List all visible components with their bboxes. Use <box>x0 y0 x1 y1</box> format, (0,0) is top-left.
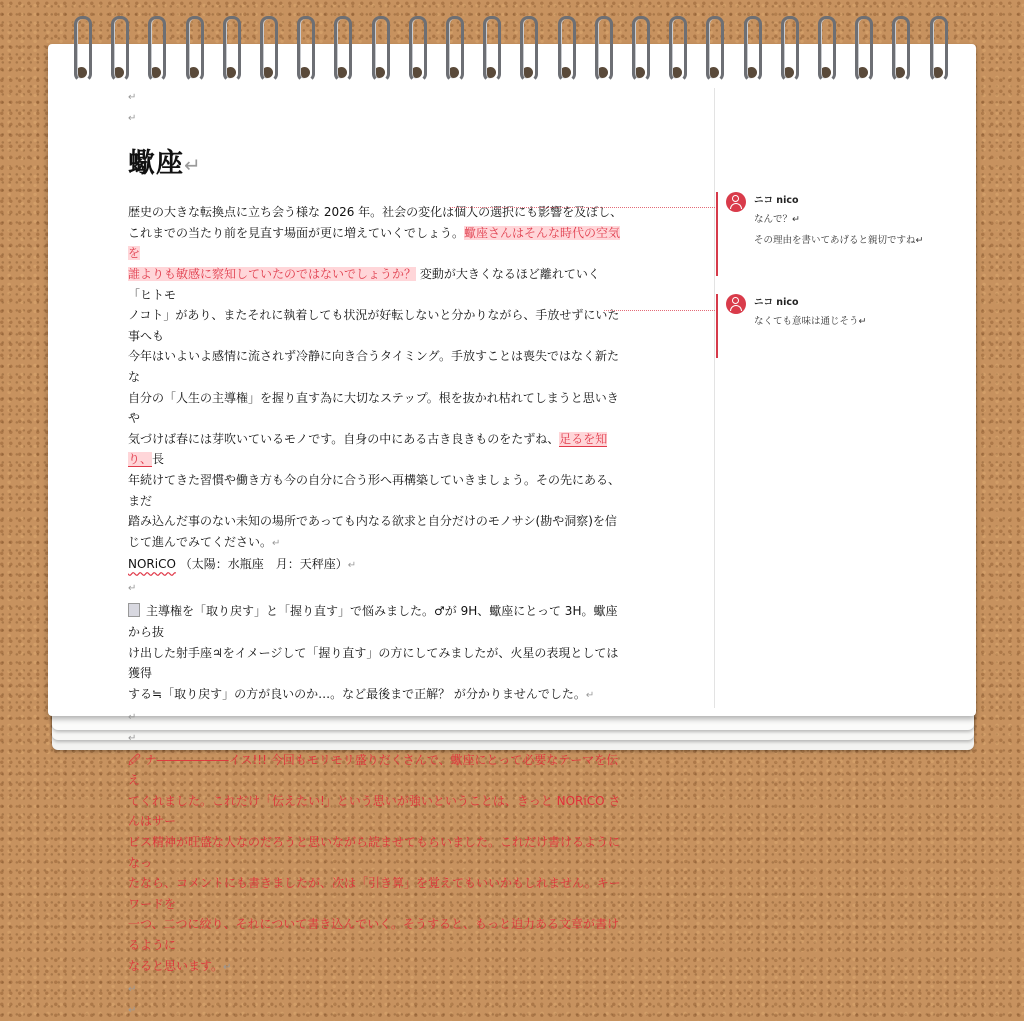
comment-accent-bar <box>716 294 718 358</box>
comment-pane-divider <box>714 88 715 708</box>
text-run: け出した射手座♃をイメージして「握り直す」の方にしてみましたが、火星の表現としては獲得 <box>128 645 619 681</box>
comment-card[interactable] <box>716 294 966 358</box>
text-line <box>128 532 623 555</box>
binding-ring <box>779 16 799 78</box>
binding-ring <box>332 16 352 78</box>
comment-anchor-line <box>450 207 715 208</box>
text-run: 気づけば春には芽吹いているモノです。自身の中にある古き良きものをたずね、 <box>128 431 560 446</box>
empty-paragraph: ↵ <box>128 733 137 745</box>
text-line <box>128 388 623 429</box>
text-run: 変動が大きくなるほど離れていく「ヒトモ <box>128 266 600 302</box>
feedback-text: なると思います。 <box>128 958 224 973</box>
feedback-text: 🖉 ナ――――――イス!!! 今回もモリモリ盛りだくさんで、蠍座にとって必要なテーマを伝え <box>128 752 619 788</box>
document-title[interactable] <box>128 147 623 182</box>
text-run: 年続けてきた習慣や働き方も今の自分に合う形へ再構築していきましょう。その先にある、まだ <box>128 472 621 508</box>
paragraph-mark: ↵ <box>347 560 357 572</box>
comment-author: ニコ nico <box>754 297 799 308</box>
binding-ring <box>704 16 724 78</box>
text-run: これまでの当たり前を見直す場面が更に増えていくでしょう。 <box>128 225 465 240</box>
text-line <box>128 791 623 832</box>
binding-ring <box>370 16 390 78</box>
binding-ring <box>295 16 315 78</box>
signature-line[interactable] <box>128 554 623 577</box>
comment-text: なくても意味は通じそう↵ <box>754 316 867 327</box>
text-line <box>128 601 623 642</box>
binding-ring <box>109 16 129 78</box>
binding-ring <box>146 16 166 78</box>
comment-card[interactable] <box>716 192 966 276</box>
comment-text: その理由を書いてあげると親切ですね↵ <box>754 235 924 246</box>
binding-ring <box>816 16 836 78</box>
binding-ring <box>184 16 204 78</box>
text-run: 長 <box>152 452 165 467</box>
text-line <box>128 305 623 346</box>
paragraph-mark: ↵ <box>184 153 202 178</box>
binding-ring <box>630 16 650 78</box>
paragraph-mark: ↵ <box>223 961 232 973</box>
author-sign-info: （太陽：水瓶座 月：天秤座） <box>175 557 348 572</box>
binding-ring <box>481 16 501 78</box>
comment-author: ニコ nico <box>754 195 799 206</box>
user-avatar-icon <box>726 192 746 212</box>
text-line <box>128 873 623 914</box>
memo-icon <box>128 603 140 617</box>
binding-ring <box>853 16 873 78</box>
text-line <box>128 832 623 873</box>
text-line <box>128 429 623 470</box>
text-line <box>128 223 623 264</box>
editor-feedback[interactable] <box>128 750 623 979</box>
spiral-binding <box>0 0 1024 80</box>
text-line <box>128 914 623 955</box>
empty-paragraph: ↵ <box>128 712 137 724</box>
text-line <box>128 643 623 684</box>
text-line <box>128 202 623 223</box>
commented-text[interactable]: 足るを知り、 <box>128 431 608 467</box>
body-paragraph[interactable] <box>128 202 623 554</box>
feedback-text: 一つ、二つに絞り、それについて書き込んでいく。そうすると、もっと迫力ある文章が書けるように <box>128 917 620 952</box>
text-line <box>128 684 623 707</box>
comment-accent-bar <box>716 192 718 276</box>
binding-ring <box>593 16 613 78</box>
paragraph-mark: ↵ <box>585 689 595 701</box>
text-line <box>128 511 623 532</box>
writer-note[interactable] <box>128 601 623 706</box>
empty-paragraph: ↵ <box>128 984 137 996</box>
text-run: 歴史の大きな転換点に立ち会う様な 2026 年。社会の変化は個人の選択にも影響を及ぼし、 <box>128 205 623 220</box>
feedback-text: たなら、コメントにも書きましたが、次は「引き算」を覚えてもいいかもしれません。キーワードを <box>128 876 621 911</box>
paragraph-mark: ↵ <box>128 112 137 124</box>
binding-ring <box>556 16 576 78</box>
feedback-text: ビス精神が旺盛な人なのだろうと思いながら読ませてもらいました。これだけ書けるようになっ <box>128 835 621 870</box>
document-body[interactable] <box>118 88 623 1019</box>
paragraph-mark: ↵ <box>272 537 281 549</box>
feedback-text: てくれました。これだけ「伝えたい!」という思いが強いということは、きっと NORiCO さんはサー <box>128 793 621 829</box>
binding-ring <box>518 16 538 78</box>
binding-ring <box>72 16 92 78</box>
text-line <box>128 750 623 791</box>
highlighted-text[interactable]: 蠍座さんはそんな時代の空気を <box>128 225 621 261</box>
text-line <box>128 346 623 387</box>
comment-text: なんで？↵ <box>754 214 800 225</box>
comment-anchor-line <box>604 310 715 311</box>
text-line <box>128 264 623 305</box>
text-run: する≒「取り戻す」の方が良いのか…。など最後まで正解？ が分かりませんでした。 <box>128 686 586 701</box>
binding-ring <box>444 16 464 78</box>
paragraph-mark: ↵ <box>128 92 137 103</box>
title-text: 蠍座 <box>128 148 184 180</box>
binding-ring <box>258 16 278 78</box>
empty-paragraph: ↵ <box>128 1004 137 1016</box>
text-run: 主導権を「取り戻す」と「握り直す」で悩みました。♂が 9H、蠍座にとって 3H。蠍座から抜 <box>128 604 618 640</box>
text-run: 今年はいよいよ感情に流されず冷静に向き合うタイミング。手放すことは喪失ではなく新たな <box>128 349 620 384</box>
text-run: 踏み込んだ事のない未知の場所であっても内なる欲求と自分だけのモノサシ(勘や洞察)を信 <box>128 514 617 529</box>
binding-ring <box>928 16 948 78</box>
text-run: ノコト」があり、またそれに執着しても状況が好転しないと分かりながら、手放せずにいた事へも <box>128 308 620 343</box>
text-line <box>128 470 623 511</box>
user-avatar-icon <box>726 294 746 314</box>
text-run: じて進んでみてください。 <box>128 534 273 549</box>
author-name: NORiCO <box>128 557 176 572</box>
binding-ring <box>742 16 762 78</box>
binding-ring <box>221 16 241 78</box>
highlighted-text[interactable]: 誰よりも敏感に察知していたのではないでしょうか？ <box>128 266 417 281</box>
empty-paragraph: ↵ <box>128 582 137 594</box>
text-run: 自分の「人生の主導権」を握り直す為に大切なステップ。根を抜かれ枯れてしまうと思いきや <box>128 390 619 426</box>
binding-ring <box>407 16 427 78</box>
text-line <box>128 956 623 979</box>
binding-ring <box>667 16 687 78</box>
binding-ring <box>890 16 910 78</box>
